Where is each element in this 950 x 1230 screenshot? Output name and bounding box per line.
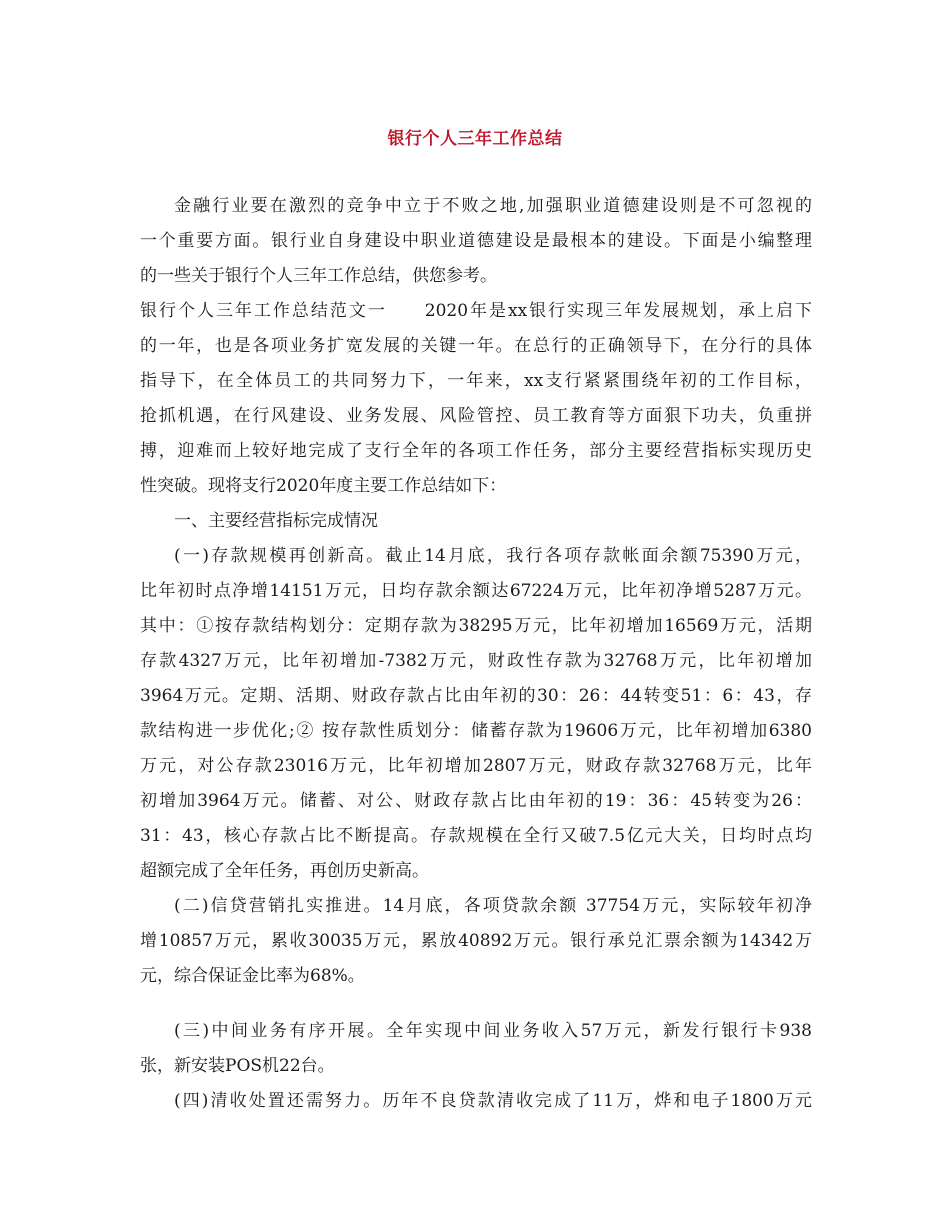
text-line: 银行个人三年工作总结范文一 2020年是xx银行实现三年发展规划，承上启下 bbox=[140, 301, 812, 321]
text-line: 张，新安装POS机22台。 bbox=[140, 1056, 335, 1076]
text-line: 抢抓机遇，在行风建设、业务发展、风险管控、员工教育等方面狠下功夫，负重拼 bbox=[140, 406, 812, 426]
text-line: 其中：①按存款结构划分：定期存款为38295万元，比年初增加16569万元，活期 bbox=[140, 616, 812, 636]
text-line: 31：43，核心存款占比不断提高。存款规模在全行又破7.5亿元大关，日均时点均 bbox=[140, 826, 812, 846]
text-line: 的一年，也是各项业务扩宽发展的关键一年。在总行的正确领导下，在分行的具体 bbox=[140, 336, 812, 356]
section-heading: 一、主要经营指标完成情况 bbox=[174, 511, 378, 531]
text-line: 超额完成了全年任务，再创历史新高。 bbox=[140, 861, 429, 881]
text-line: 3964万元。定期、活期、财政存款占比由年初的30：26：44转变51：6：43，存 bbox=[140, 686, 812, 706]
text-line: 金融行业要在激烈的竞争中立于不败之地,加强职业道德建设则是不可忽视的 bbox=[174, 196, 812, 216]
text-line: (二)信贷营销扎实推进。14月底，各项贷款余额 37754万元，实际较年初净 bbox=[174, 896, 812, 916]
text-line: (一)存款规模再创新高。截止14月底，我行各项存款帐面余额75390万元， bbox=[174, 546, 812, 566]
text-line: 初增加3964万元。储蓄、对公、财政存款占比由年初的19：36：45转变为26： bbox=[140, 791, 812, 811]
text-line: 性突破。现将支行2020年度主要工作总结如下： bbox=[140, 476, 507, 496]
text-line: 一个重要方面。银行业自身建设中职业道德建设是最根本的建设。下面是小编整理 bbox=[140, 231, 812, 251]
text-line: 比年初时点净增14151万元，日均存款余额达67224万元，比年初净增5287万元。 bbox=[140, 581, 812, 601]
text-line: 万元，对公存款23016万元，比年初增加2807万元，财政存款32768万元，比年 bbox=[140, 756, 812, 776]
text-line: 元，综合保证金比率为68%。 bbox=[140, 966, 365, 986]
text-line: (三)中间业务有序开展。全年实现中间业务收入57万元，新发行银行卡938 bbox=[174, 1021, 812, 1041]
text-line: 存款4327万元，比年初增加-7382万元，财政性存款为32768万元，比年初增加 bbox=[140, 651, 812, 671]
text-line: 款结构进一步优化;② 按存款性质划分：储蓄存款为19606万元，比年初增加6380 bbox=[140, 721, 812, 741]
text-line: 搏，迎难而上较好地完成了支行全年的各项工作任务，部分主要经营指标实现历史 bbox=[140, 441, 812, 461]
text-line: (四)清收处置还需努力。历年不良贷款清收完成了11万，烨和电子1800万元 bbox=[174, 1091, 812, 1111]
text-line: 的一些关于银行个人三年工作总结，供您参考。 bbox=[140, 266, 497, 286]
text-line: 指导下，在全体员工的共同努力下，一年来，xx支行紧紧围绕年初的工作目标， bbox=[140, 371, 812, 391]
document-title: 银行个人三年工作总结 bbox=[387, 129, 563, 149]
text-line: 增10857万元，累收30035万元，累放40892万元。银行承兑汇票余额为14342万 bbox=[140, 931, 812, 951]
